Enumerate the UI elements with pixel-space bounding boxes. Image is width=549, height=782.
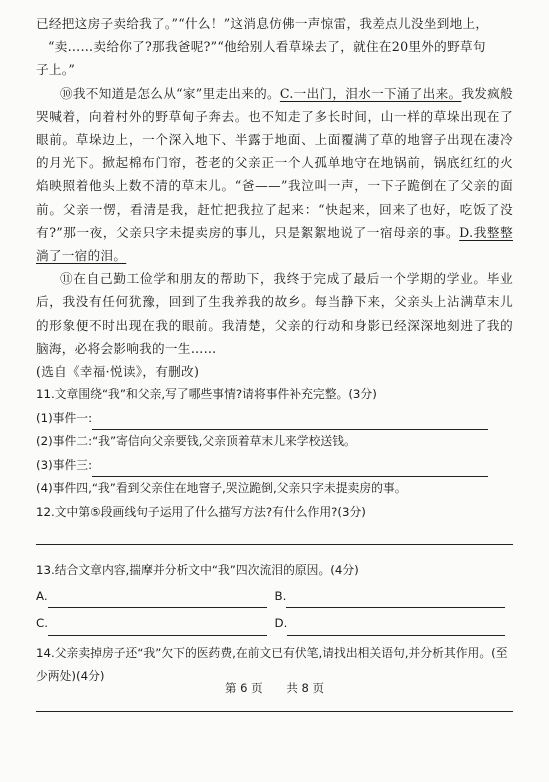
question-11: 11.文章围绕“我”和父亲,写了哪些事情?请将事件补充完整。(3分) [36,387,377,402]
answer-blank-a[interactable] [48,591,267,608]
questions [36,383,513,712]
question-14: 14.父亲卖掉房子还“我”欠下的医药费,在前文已有伏笔,请找出相关语句,并分析其作用。(至少两处)(4分) [36,645,508,684]
passage-line: “卖……卖给你了?那我爸呢?”“他给别人看草垛去了，就住在20里外的野草句 [48,39,486,55]
paragraph-10 [36,82,513,268]
answer-blank-b[interactable] [286,591,505,608]
question-11-event-2: (2)事件二:“我”寄信向父亲要钱,父亲顶着草末儿来学校送钱。 [36,434,356,449]
underlined-sentence-c: C.一出门，泪水一下涌了出来。 [279,85,462,101]
page-footer [0,680,549,696]
paragraph-11: ⑪在自己勤工俭学和朋友的帮助下，我终于完成了最后一个学期的学业。毕业后，我没有任何犹豫，回到了生我养我的故乡。每当静下来，父亲头上沾满草末儿的形象便不时出现在我的眼前。我清楚，父亲的行动和身影已经深深地刻进了我的脑海，必将会影响我的一生…… [36,271,513,356]
page-total: 共 8 页 [286,681,324,695]
answer-blank[interactable] [92,460,488,477]
source-citation: (选自《幸福·悦读》，有删改) [36,364,200,380]
reading-passage [36,12,513,383]
answer-line[interactable] [36,697,513,712]
question-11-event-3: (3)事件三: [36,454,513,478]
paragraph-10-body: 我发疯般哭喊着，向着村外的野草甸子奔去。也不知走了多长时间，山一样的草垛出现在了眼前。草垛边上，一个深入地下、半露于地面、上面覆满了草的地窨子出现在凄冷的月光下。掀起棉布门帘，苍老的父亲正一个人孤单地守在地锅前，锅底红红的火焰映照着他头上数不清的草末儿。“爸——”我泣叫一声，一下子跪倒在了父亲的面前。父亲一愣，看清是我，赶忙把我拉了起来：“快起来，回来了也好，吃饭了没有?”那一夜，父亲只字未提卖房的事儿，只是絮絮地说了一宿母亲的事。 [36,85,513,240]
passage-line: 已经把这房子卖给我了。”“什么！”这消息仿佛一声惊雷，我差点儿没坐到地上， [36,16,489,31]
question-13-row-cd: C. D. [36,612,513,636]
underlined-sentence-d: D.我整整淌了一宿的泪。 [36,224,513,264]
question-12: 12.文中第⑤段画线句子运用了什么描写方法?有什么作用?(3分) [36,504,366,519]
passage-line: 子上。” [36,62,76,78]
question-13: 13.结合文章内容,揣摩并分析文中“我”四次流泪的原因。(4分) [36,563,359,578]
question-11-event-1: (1)事件一: [36,407,513,431]
answer-blank-d[interactable] [287,619,505,636]
question-11-event-4: (4)事件四,“我”看到父亲住在地窨子,哭泣跪倒,父亲只字未提卖房的事。 [36,481,407,496]
answer-blank-c[interactable] [48,619,267,636]
answer-blank[interactable] [92,413,488,430]
page-number: 第 6 页 [225,681,263,695]
paragraph-10-start: ⑩我不知道是怎么从“家”里走出来的。 [60,85,280,101]
question-13-row-ab: A. B. [36,585,513,609]
answer-line[interactable] [36,530,513,545]
